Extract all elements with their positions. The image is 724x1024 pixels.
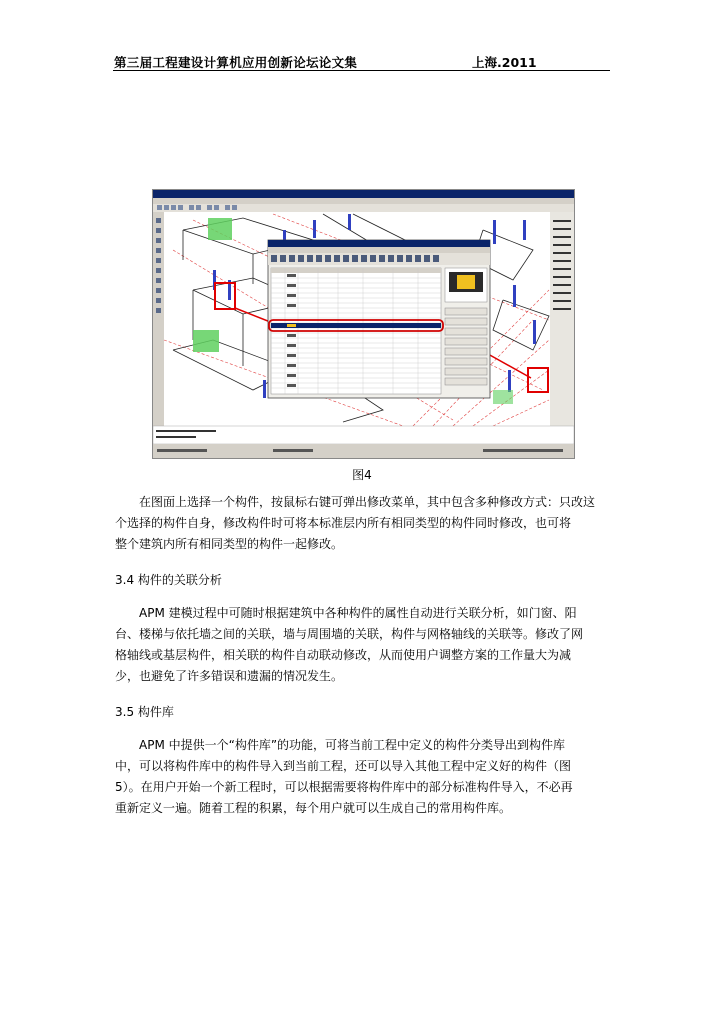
left-tool-palette: [153, 212, 164, 426]
header-location-year: 上海.2011: [472, 55, 537, 70]
component-table-dialog: [268, 240, 490, 398]
paragraph-line: APM 建模过程中可随时根据建筑中各种构件的属性自动进行关联分析，如门窗、阳: [139, 606, 577, 620]
app-title-bar: [153, 190, 574, 198]
command-line-area: [153, 426, 574, 444]
paragraph-component-library: [115, 735, 610, 819]
paragraph-line: 中，可以将构件库中的构件导入到当前工程，还可以导入其他工程中定义好的构件（图: [115, 759, 572, 773]
paragraph-line: 个选择的构件自身，修改构件时可将本标准层内所有相同类型的构件同时修改，也可将: [115, 516, 572, 530]
figure-caption: 图4: [352, 468, 372, 482]
page-header: [113, 50, 610, 71]
paragraph-line: 台、楼梯与依托墙之间的关联，墙与周围墙的关联，构件与网格轴线的关联等。修改了网: [115, 627, 584, 641]
paragraph-modify-menu: [115, 492, 610, 555]
section-heading-3-5: 3.5 构件库: [115, 705, 174, 719]
selected-table-row: [271, 323, 441, 328]
app-menu-bar: [153, 198, 574, 204]
toolbar-buttons: [157, 205, 237, 210]
section-heading-3-4: 3.4 构件的关联分析: [115, 573, 222, 587]
paragraph-line: 在图面上选择一个构件，按鼠标右键可弹出修改菜单，其中包含多种修改方式：只改这: [139, 495, 596, 509]
paragraph-line: 整个建筑内所有相同类型的构件一起修改。: [115, 537, 344, 551]
cad-screenshot-illustration: [153, 190, 574, 458]
paragraph-line: 重新定义一遍。随着工程的积累，每个用户就可以生成自己的常用构件库。: [115, 801, 512, 815]
paragraph-line: 5）。在用户开始一个新工程时，可以根据需要将构件库中的部分标准构件导入，不必再: [115, 780, 573, 794]
paragraph-line: APM 中提供一个“构件库”的功能，可将当前工程中定义的构件分类导出到构件库: [139, 738, 566, 752]
paragraph-line: 格轴线或基层构件，相关联的构件自动联动修改，从而使用户调整方案的工作量大为减: [115, 648, 572, 662]
paragraph-line: 少，也避免了许多错误和遗漏的情况发生。: [115, 669, 344, 683]
header-proceedings-title: 第三届工程建设计算机应用创新论坛论文集: [114, 55, 358, 70]
paragraph-association-analysis: [115, 603, 610, 687]
figure-4-screenshot: [152, 189, 575, 459]
